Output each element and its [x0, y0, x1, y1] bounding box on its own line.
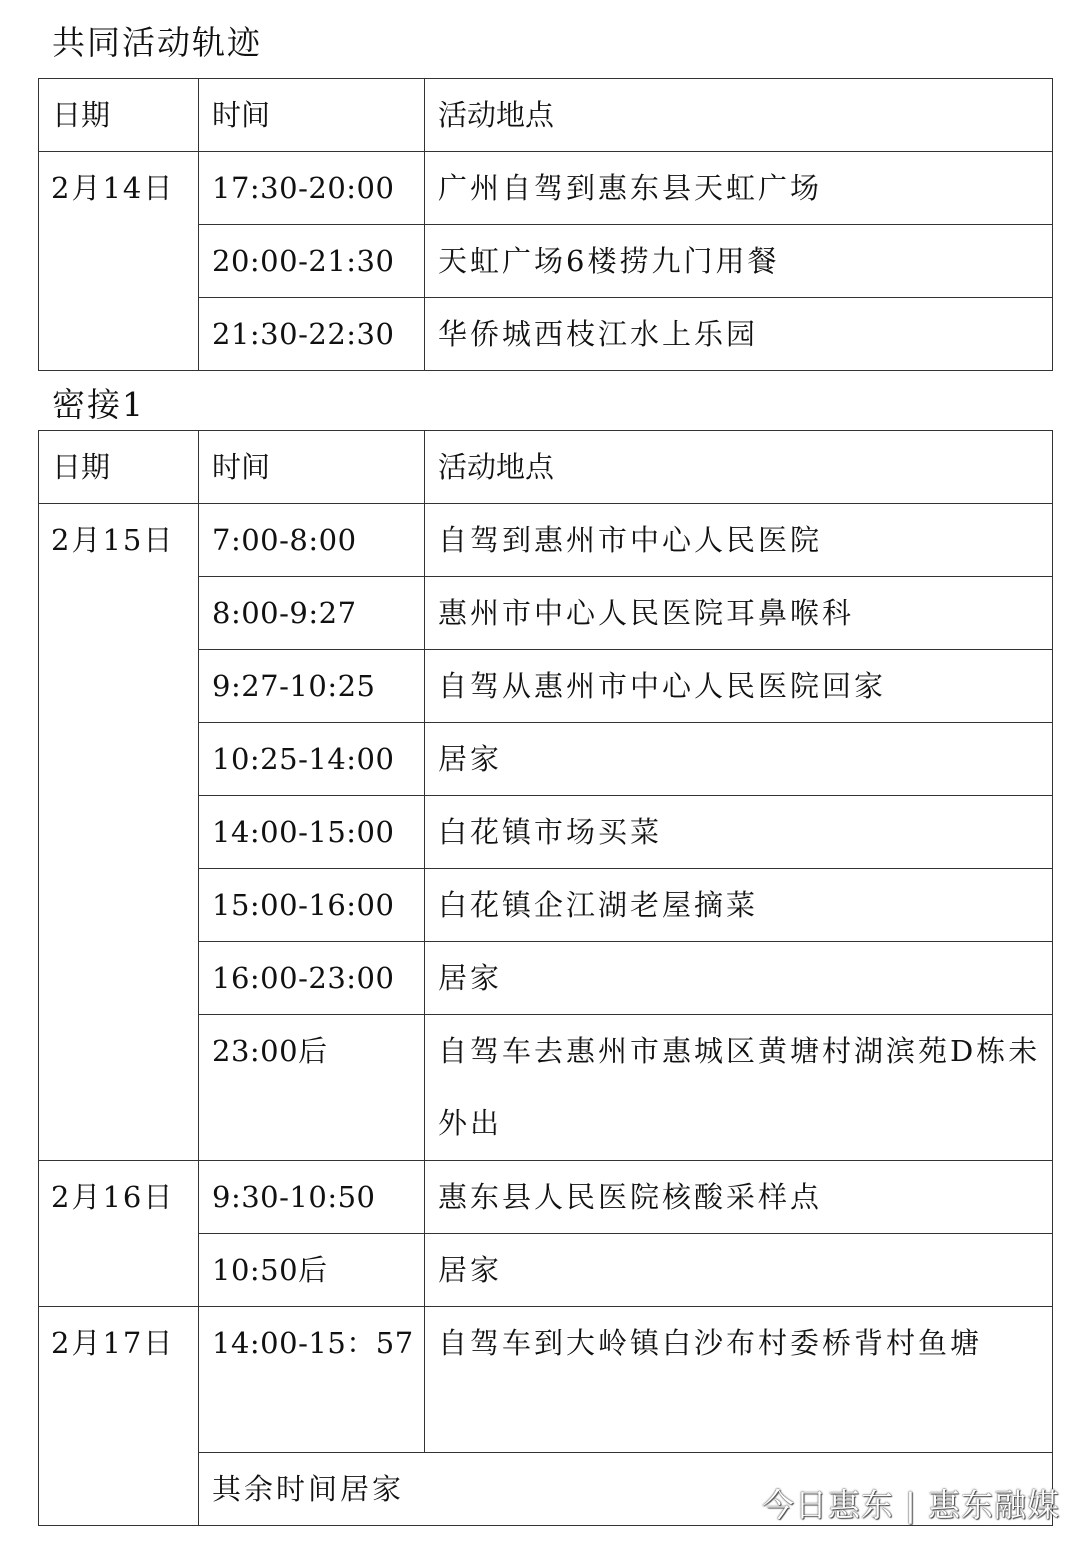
time-cell: 7:00-8:00: [199, 504, 425, 577]
table-row: [39, 504, 1053, 577]
time-cell: 9:27-10:25: [199, 650, 425, 723]
date-cell: 2月16日: [39, 1161, 199, 1307]
place-cell: 惠州市中心人民医院耳鼻喉科: [425, 577, 1053, 650]
place-cell: 居家: [425, 942, 1053, 1015]
place-cell: 自驾到惠州市中心人民医院: [425, 504, 1053, 577]
note-cell: 其余时间居家: [199, 1453, 1053, 1526]
time-cell: 16:00-23:00: [199, 942, 425, 1015]
time-cell: 10:25-14:00: [199, 723, 425, 796]
table-row: [39, 152, 1053, 225]
header-place: 活动地点: [425, 431, 1053, 504]
date-cell: 2月15日: [39, 504, 199, 1161]
header-date: 日期: [39, 79, 199, 152]
place-cell: 广州自驾到惠东县天虹广场: [425, 152, 1053, 225]
time-cell: 15:00-16:00: [199, 869, 425, 942]
table-row: [39, 1307, 1053, 1453]
table-header-row: [39, 431, 1053, 504]
place-cell: 白花镇市场买菜: [425, 796, 1053, 869]
section-title-close-contact-1: 密接1: [52, 385, 145, 424]
date-cell: 2月14日: [39, 152, 199, 371]
date-cell: 2月17日: [39, 1307, 199, 1526]
time-cell: 21:30-22:30: [199, 298, 425, 371]
table-row: [39, 1161, 1053, 1234]
time-cell: 23:00后: [199, 1015, 425, 1161]
table-header-row: [39, 79, 1053, 152]
time-cell: 20:00-21:30: [199, 225, 425, 298]
time-cell: 8:00-9:27: [199, 577, 425, 650]
header-time: 时间: [199, 431, 425, 504]
place-cell: 自驾车去惠州市惠城区黄塘村湖滨苑D栋未外出: [425, 1015, 1053, 1161]
time-cell: 14:00-15：57: [199, 1307, 425, 1453]
place-cell: 自驾从惠州市中心人民医院回家: [425, 650, 1053, 723]
place-cell: 居家: [425, 723, 1053, 796]
place-cell: 居家: [425, 1234, 1053, 1307]
time-cell: 17:30-20:00: [199, 152, 425, 225]
close-contact-table: [38, 430, 1053, 1526]
shared-trajectory-table: [38, 78, 1053, 371]
time-cell: 14:00-15:00: [199, 796, 425, 869]
time-cell: 10:50后: [199, 1234, 425, 1307]
place-cell: 天虹广场6楼捞九门用餐: [425, 225, 1053, 298]
header-place: 活动地点: [425, 79, 1053, 152]
time-cell: 9:30-10:50: [199, 1161, 425, 1234]
place-cell: 白花镇企江湖老屋摘菜: [425, 869, 1053, 942]
header-time: 时间: [199, 79, 425, 152]
watermark: 今日惠东 | 惠东融媒: [761, 1486, 1060, 1524]
place-cell: 自驾车到大岭镇白沙布村委桥背村鱼塘: [425, 1307, 1053, 1453]
header-date: 日期: [39, 431, 199, 504]
section-title-shared-trajectory: 共同活动轨迹: [52, 23, 262, 62]
place-cell: 华侨城西枝江水上乐园: [425, 298, 1053, 371]
place-cell: 惠东县人民医院核酸采样点: [425, 1161, 1053, 1234]
